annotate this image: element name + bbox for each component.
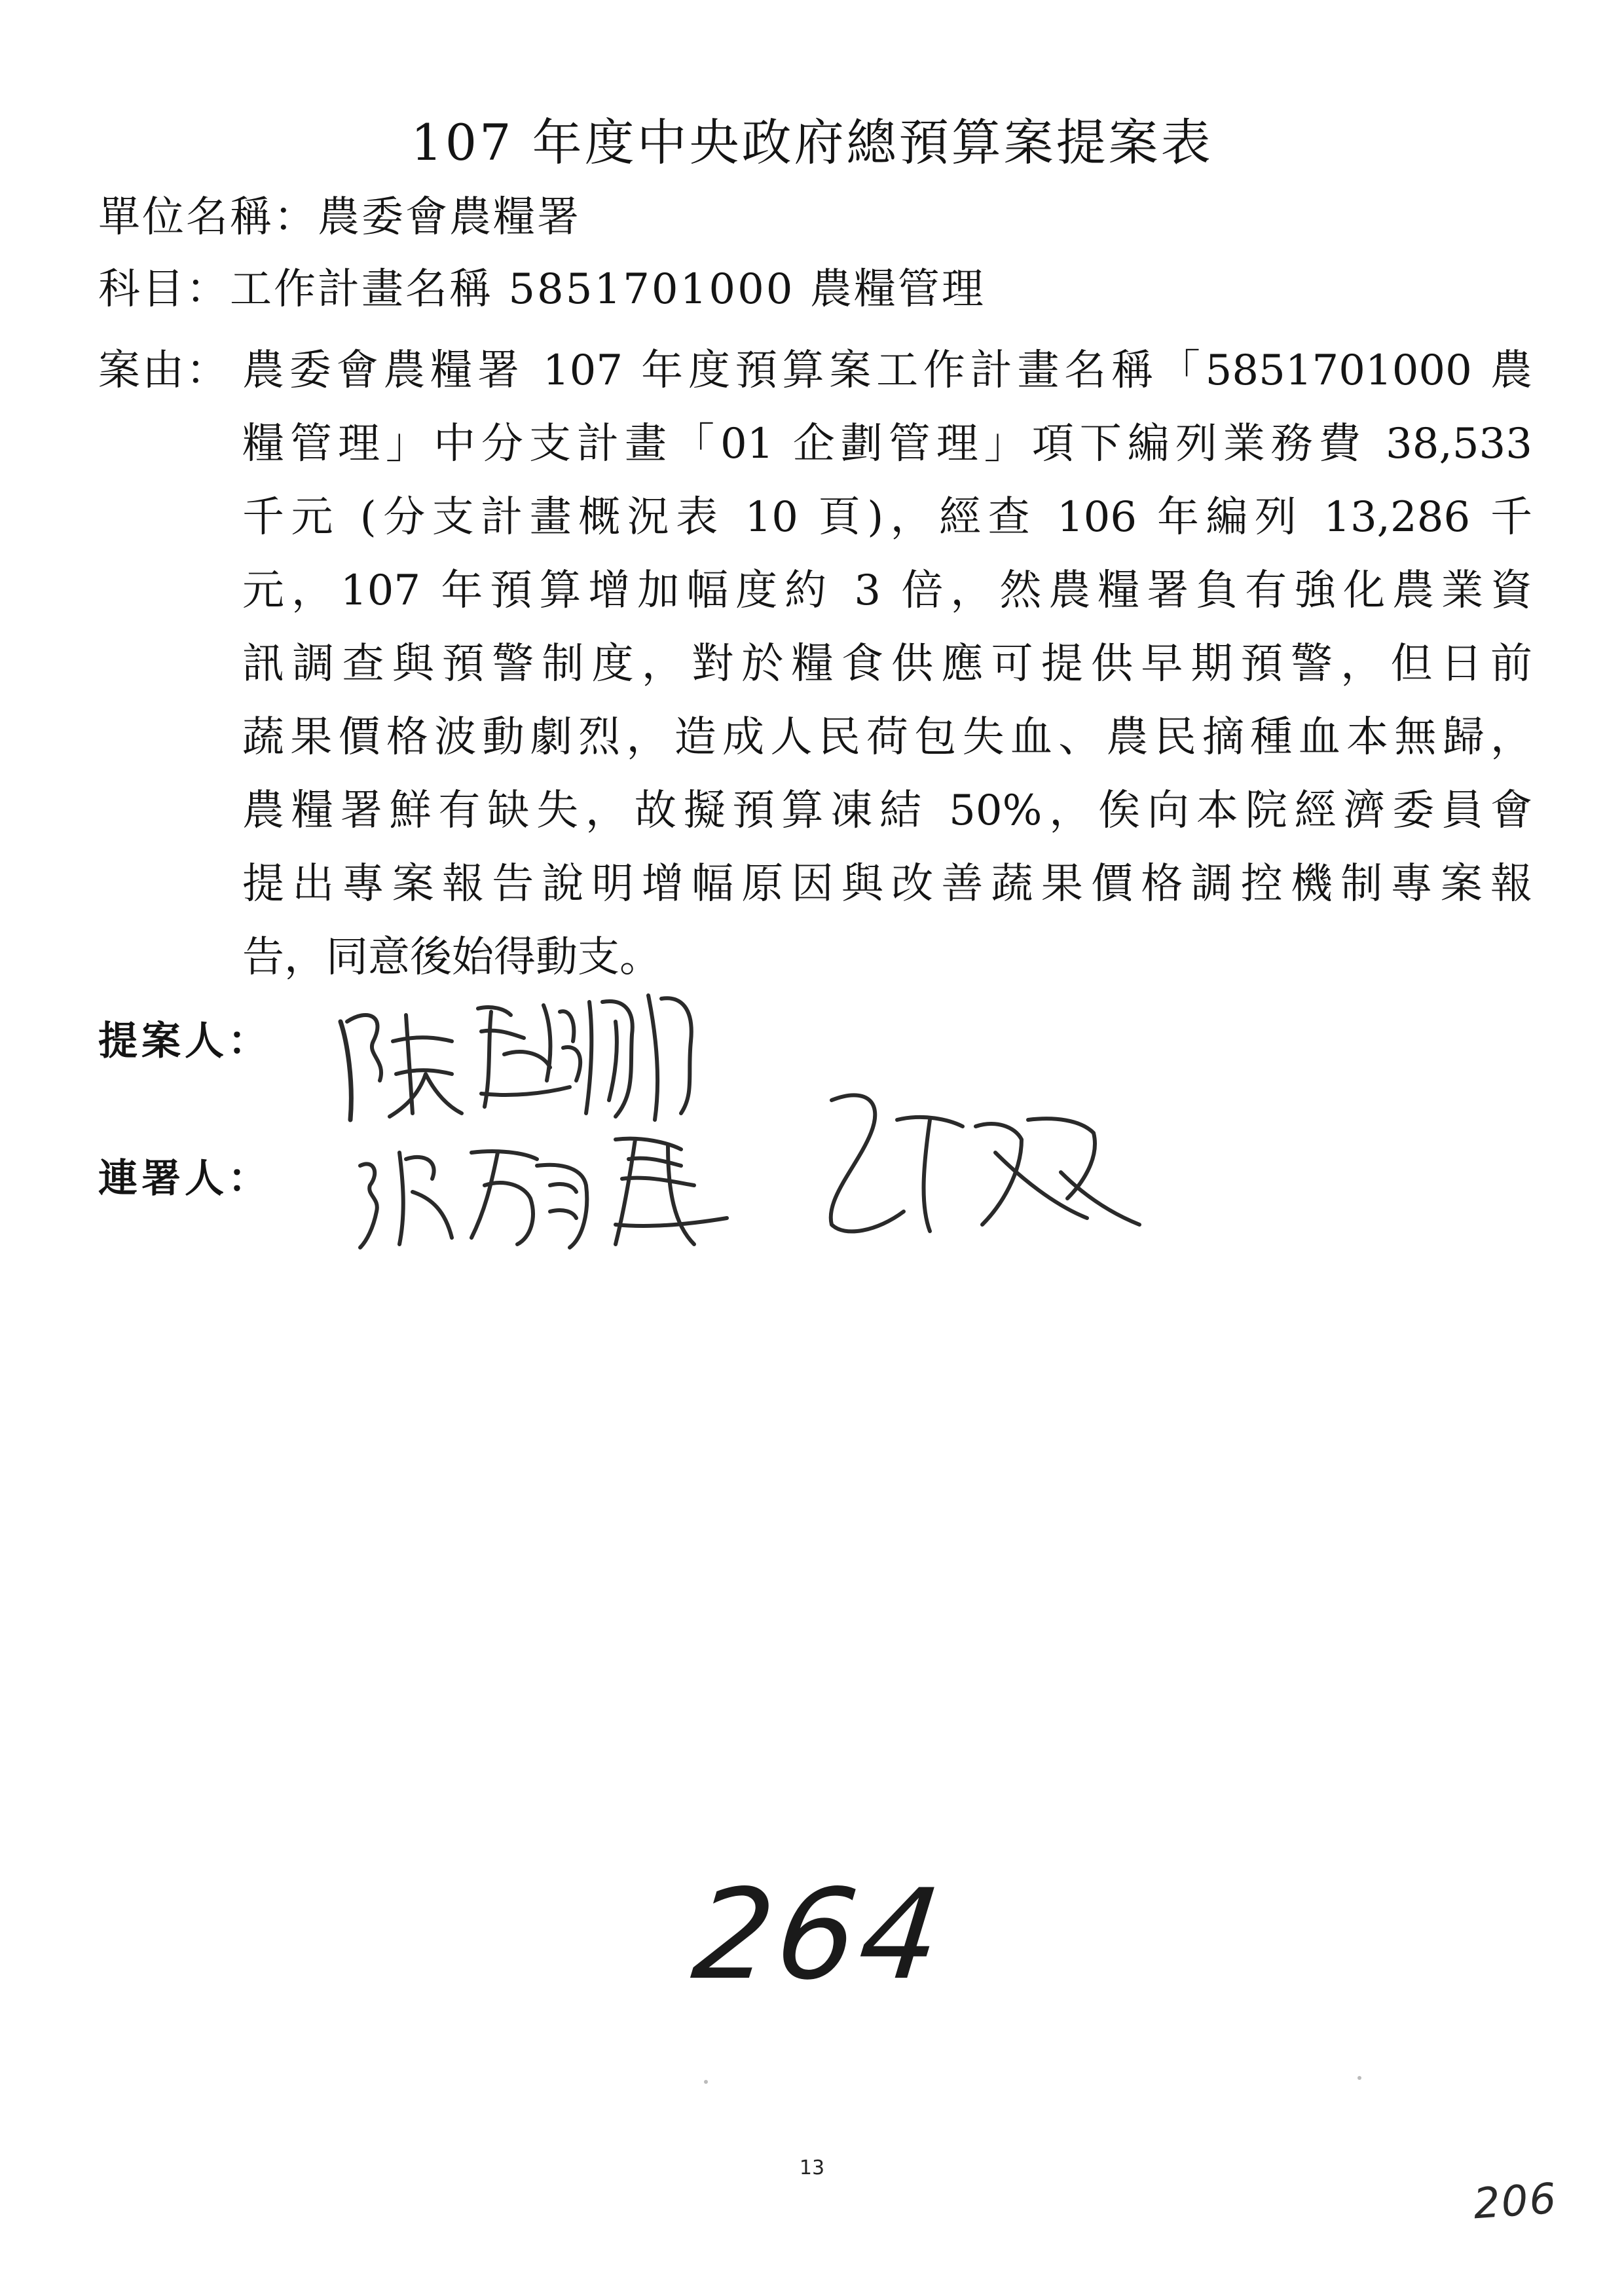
reason-line: 提出專案報告說明增幅原因與改善蔬果價格調控機制專案報 (242, 860, 1532, 908)
cosigner-signature-1 (341, 1113, 747, 1267)
reason-line: 元，107 年預算增加幅度約 3 倍，然農糧署負有強化農業資 (242, 566, 1532, 615)
document-title: 107 年度中央政府總預算案提案表 (411, 113, 1213, 172)
cosigner-label: 連署人： (98, 1156, 271, 1202)
scan-speck (704, 2080, 708, 2084)
reason-line: 蔬果價格波動劇烈，造成人民荷包失血、農民摘種血本無歸， (242, 713, 1532, 762)
proposer-signature (327, 982, 720, 1136)
reason-line: 訊調查與預警制度，對於糧食供應可提供早期預警，但日前 (242, 640, 1532, 688)
reason-label: 案由： (98, 346, 230, 395)
reason-line: 糧管理」中分支計畫「01 企劃管理」項下編列業務費 38,533 (242, 420, 1532, 468)
cosigner-signature-2 (805, 1074, 1146, 1247)
corner-handwritten-number: 206 (1471, 2174, 1559, 2229)
scan-speck (1357, 2076, 1361, 2080)
handwritten-number: 264 (686, 1862, 951, 2007)
unit-name-line: 單位名稱：農委會農糧署 (98, 193, 581, 242)
reason-line: 告，同意後始得動支。 (242, 933, 661, 982)
proposer-label: 提案人： (98, 1018, 271, 1064)
page-number: 13 (799, 2157, 825, 2179)
reason-line: 農糧署鮮有缺失，故擬預算凍結 50%，俟向本院經濟委員會 (242, 787, 1532, 835)
subject-line: 科目：工作計畫名稱 5851701000 農糧管理 (98, 265, 986, 314)
reason-line: 農委會農糧署 107 年度預算案工作計畫名稱「5851701000 農 (242, 346, 1532, 395)
reason-line: 千元 (分支計畫概況表 10 頁)，經查 106 年編列 13,286 千 (242, 493, 1532, 542)
